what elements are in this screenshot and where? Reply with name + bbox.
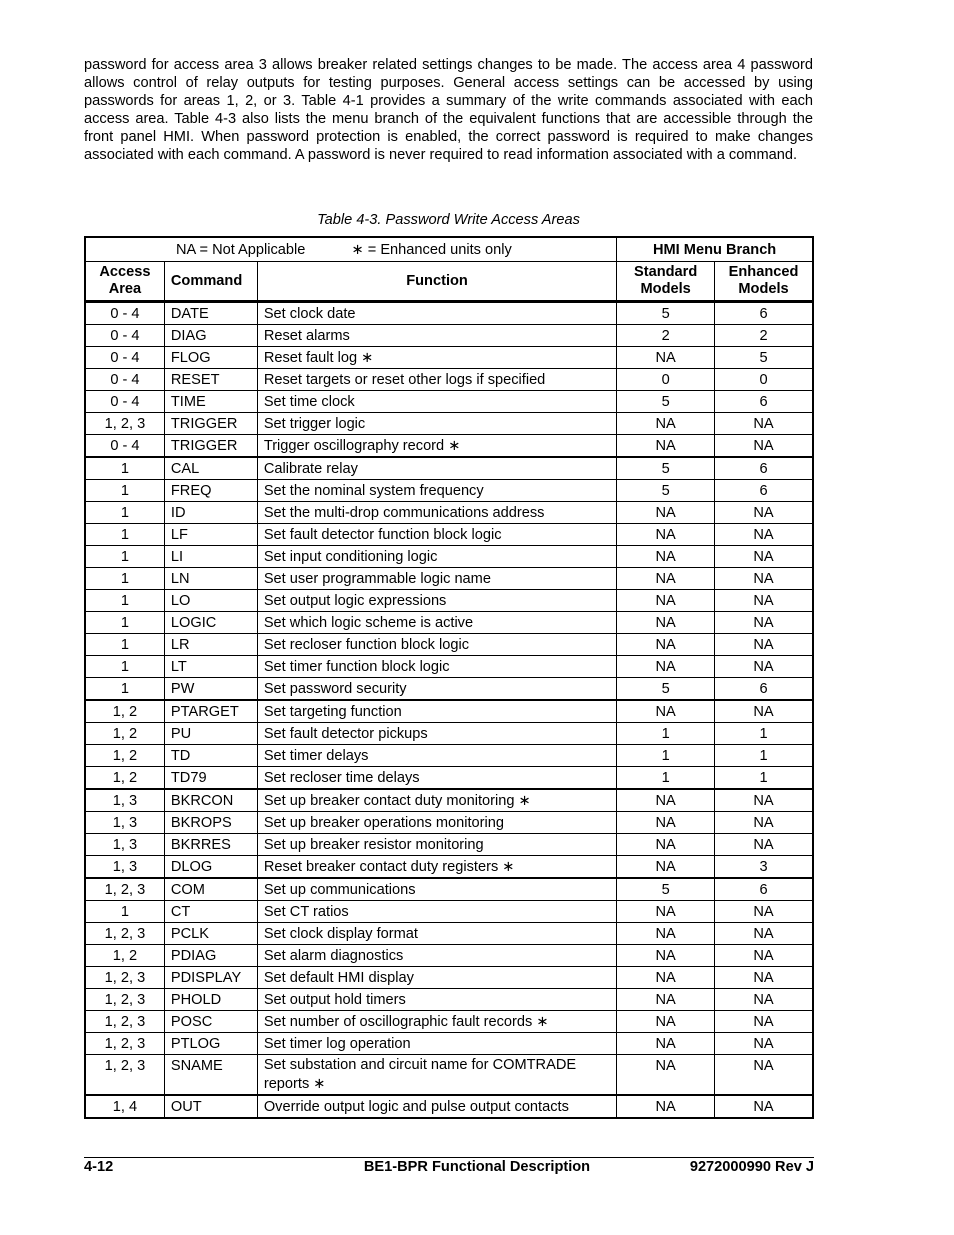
- command-cell: PTARGET: [164, 700, 257, 723]
- command-cell: PU: [164, 723, 257, 745]
- command-cell: CT: [164, 901, 257, 923]
- standard-model-cell: 5: [617, 878, 715, 901]
- standard-model-cell: NA: [617, 700, 715, 723]
- command-cell: CAL: [164, 457, 257, 480]
- function-cell: Reset breaker contact duty registers ∗: [257, 856, 616, 879]
- access-area-cell: 0 - 4: [85, 302, 164, 325]
- header-access-area-label: Access Area: [99, 264, 151, 297]
- command-cell: SNAME: [164, 1055, 257, 1096]
- header-command: [164, 262, 257, 302]
- standard-model-cell: 1: [617, 745, 715, 767]
- function-cell: Trigger oscillography record ∗: [257, 435, 616, 458]
- command-cell: LI: [164, 546, 257, 568]
- standard-model-cell: NA: [617, 590, 715, 612]
- footer-document-number: 9272000990 Rev J: [689, 1159, 814, 1175]
- enhanced-model-cell: NA: [715, 502, 813, 524]
- table-row: [85, 302, 813, 325]
- function-cell: Set fault detector pickups: [257, 723, 616, 745]
- standard-model-cell: NA: [617, 1055, 715, 1096]
- standard-model-cell: 5: [617, 391, 715, 413]
- standard-model-cell: 5: [617, 480, 715, 502]
- function-cell: Set the nominal system frequency: [257, 480, 616, 502]
- access-area-cell: 1, 2: [85, 700, 164, 723]
- standard-model-cell: NA: [617, 856, 715, 879]
- function-cell: Set timer function block logic: [257, 656, 616, 678]
- access-area-cell: 1, 2, 3: [85, 1055, 164, 1096]
- command-cell: ID: [164, 502, 257, 524]
- standard-model-cell: NA: [617, 989, 715, 1011]
- table-row: [85, 568, 813, 590]
- command-cell: TIME: [164, 391, 257, 413]
- table-row: [85, 347, 813, 369]
- function-cell: Set substation and circuit name for COMTRADE reports ∗: [257, 1055, 616, 1096]
- footer-page-number: 4-12: [84, 1159, 114, 1175]
- access-area-cell: 1, 2, 3: [85, 878, 164, 901]
- function-cell: Set input conditioning logic: [257, 546, 616, 568]
- access-area-cell: 0 - 4: [85, 347, 164, 369]
- access-area-cell: 1, 3: [85, 789, 164, 812]
- enhanced-model-cell: NA: [715, 634, 813, 656]
- table-row: [85, 1033, 813, 1055]
- command-cell: RESET: [164, 369, 257, 391]
- command-cell: TRIGGER: [164, 413, 257, 435]
- command-cell: LF: [164, 524, 257, 546]
- command-cell: COM: [164, 878, 257, 901]
- function-cell: Set the multi-drop communications address: [257, 502, 616, 524]
- command-cell: POSC: [164, 1011, 257, 1033]
- enhanced-model-cell: NA: [715, 967, 813, 989]
- standard-model-cell: 1: [617, 723, 715, 745]
- access-area-cell: 1, 3: [85, 856, 164, 879]
- header-function-label: Function: [406, 272, 468, 289]
- footer-rule: [84, 1157, 814, 1158]
- table-row: [85, 480, 813, 502]
- standard-model-cell: NA: [617, 435, 715, 458]
- access-area-cell: 1, 2: [85, 767, 164, 790]
- function-cell: Set timer log operation: [257, 1033, 616, 1055]
- standard-model-cell: 5: [617, 457, 715, 480]
- enhanced-model-cell: 2: [715, 325, 813, 347]
- access-area-cell: 1: [85, 612, 164, 634]
- access-area-cell: 1, 3: [85, 812, 164, 834]
- enhanced-model-cell: NA: [715, 568, 813, 590]
- standard-model-cell: NA: [617, 834, 715, 856]
- command-cell: PHOLD: [164, 989, 257, 1011]
- function-cell: Set trigger logic: [257, 413, 616, 435]
- table-row: [85, 1055, 813, 1096]
- enhanced-model-cell: 1: [715, 745, 813, 767]
- command-cell: FLOG: [164, 347, 257, 369]
- hmi-menu-branch-header: HMI Menu Branch: [617, 237, 813, 262]
- access-area-cell: 1: [85, 502, 164, 524]
- enhanced-model-cell: NA: [715, 789, 813, 812]
- function-cell: Set recloser function block logic: [257, 634, 616, 656]
- function-cell: Set which logic scheme is active: [257, 612, 616, 634]
- table-row: [85, 989, 813, 1011]
- function-cell: Set clock date: [257, 302, 616, 325]
- function-cell: Set time clock: [257, 391, 616, 413]
- enhanced-model-cell: NA: [715, 812, 813, 834]
- command-cell: DLOG: [164, 856, 257, 879]
- command-cell: TRIGGER: [164, 435, 257, 458]
- enhanced-model-cell: NA: [715, 656, 813, 678]
- header-command-label: Command: [170, 272, 243, 289]
- table-row: [85, 612, 813, 634]
- function-cell: Set password security: [257, 678, 616, 701]
- header-enhanced-models-label: Enhanced Models: [728, 264, 799, 297]
- command-cell: PDIAG: [164, 945, 257, 967]
- access-area-cell: 1: [85, 524, 164, 546]
- access-area-cell: 0 - 4: [85, 325, 164, 347]
- table-row: [85, 502, 813, 524]
- standard-model-cell: NA: [617, 413, 715, 435]
- command-cell: BKROPS: [164, 812, 257, 834]
- table-row: [85, 856, 813, 879]
- column-header-row: [85, 262, 813, 302]
- access-area-cell: 1, 2, 3: [85, 967, 164, 989]
- password-write-access-table: [84, 236, 814, 1119]
- access-area-cell: 1: [85, 656, 164, 678]
- function-cell: Override output logic and pulse output contacts: [257, 1095, 616, 1118]
- standard-model-cell: 2: [617, 325, 715, 347]
- table-row: [85, 524, 813, 546]
- function-cell: Set timer delays: [257, 745, 616, 767]
- table-row: [85, 413, 813, 435]
- enhanced-model-cell: NA: [715, 945, 813, 967]
- access-area-cell: 1: [85, 457, 164, 480]
- function-cell: Set user programmable logic name: [257, 568, 616, 590]
- function-cell: Set default HMI display: [257, 967, 616, 989]
- enhanced-model-cell: 3: [715, 856, 813, 879]
- command-cell: PW: [164, 678, 257, 701]
- table-row: [85, 878, 813, 901]
- table-row: [85, 723, 813, 745]
- enhanced-model-cell: NA: [715, 1033, 813, 1055]
- function-cell: Set output hold timers: [257, 989, 616, 1011]
- standard-model-cell: 5: [617, 678, 715, 701]
- enhanced-model-cell: 6: [715, 678, 813, 701]
- access-area-cell: 0 - 4: [85, 369, 164, 391]
- command-cell: PCLK: [164, 923, 257, 945]
- access-area-cell: 1, 2: [85, 745, 164, 767]
- standard-model-cell: NA: [617, 612, 715, 634]
- header-standard-models-label: Standard Models: [634, 264, 698, 297]
- standard-model-cell: NA: [617, 789, 715, 812]
- standard-model-cell: NA: [617, 546, 715, 568]
- access-area-cell: 1, 2, 3: [85, 923, 164, 945]
- function-cell: Set targeting function: [257, 700, 616, 723]
- table-body: [85, 302, 813, 1119]
- access-area-cell: 1: [85, 678, 164, 701]
- table-row: [85, 923, 813, 945]
- function-cell: Set output logic expressions: [257, 590, 616, 612]
- enhanced-model-cell: NA: [715, 901, 813, 923]
- command-cell: BKRCON: [164, 789, 257, 812]
- intro-paragraph: password for access area 3 allows breaker related settings changes to be made. The access area 4 password allows control of relay outputs for testing purposes. General access settings can be accessed by using passwords for areas 1, 2, or 3. Table 4-1 provides a summary of the write commands associated with each access area. Table 4-3 also lists the menu branch of the equivalent functions that are accessible through the front panel HMI. When password protection is enabled, the correct password is required to make changes associated with each command. A password is never required to read information associated with a command.: [84, 57, 813, 163]
- enhanced-model-cell: NA: [715, 700, 813, 723]
- command-cell: TD: [164, 745, 257, 767]
- access-area-cell: 0 - 4: [85, 435, 164, 458]
- table-row: [85, 967, 813, 989]
- access-area-cell: 1, 2, 3: [85, 1011, 164, 1033]
- enhanced-model-cell: NA: [715, 1095, 813, 1118]
- enhanced-model-cell: 6: [715, 302, 813, 325]
- command-cell: PDISPLAY: [164, 967, 257, 989]
- standard-model-cell: NA: [617, 656, 715, 678]
- legend-enhanced-only: ∗ = Enhanced units only: [351, 242, 512, 258]
- standard-model-cell: NA: [617, 634, 715, 656]
- standard-model-cell: NA: [617, 1011, 715, 1033]
- access-area-cell: 1, 3: [85, 834, 164, 856]
- table-row: [85, 745, 813, 767]
- standard-model-cell: 1: [617, 767, 715, 790]
- access-area-cell: 1, 4: [85, 1095, 164, 1118]
- table-caption: Table 4-3. Password Write Access Areas: [317, 212, 580, 228]
- table-row: [85, 435, 813, 458]
- table-row: [85, 634, 813, 656]
- enhanced-model-cell: NA: [715, 989, 813, 1011]
- enhanced-model-cell: NA: [715, 435, 813, 458]
- standard-model-cell: NA: [617, 812, 715, 834]
- enhanced-model-cell: NA: [715, 524, 813, 546]
- command-cell: DIAG: [164, 325, 257, 347]
- table-row: [85, 901, 813, 923]
- table-row: [85, 700, 813, 723]
- table-row: [85, 325, 813, 347]
- access-area-cell: 1: [85, 634, 164, 656]
- function-cell: Set up communications: [257, 878, 616, 901]
- standard-model-cell: NA: [617, 1033, 715, 1055]
- enhanced-model-cell: 1: [715, 723, 813, 745]
- legend-cell: [85, 237, 617, 262]
- function-cell: Reset targets or reset other logs if specified: [257, 369, 616, 391]
- enhanced-model-cell: NA: [715, 923, 813, 945]
- enhanced-model-cell: 6: [715, 878, 813, 901]
- function-cell: Calibrate relay: [257, 457, 616, 480]
- access-area-cell: 1: [85, 568, 164, 590]
- standard-model-cell: NA: [617, 568, 715, 590]
- command-cell: DATE: [164, 302, 257, 325]
- access-area-cell: 1: [85, 480, 164, 502]
- table-row: [85, 457, 813, 480]
- command-cell: LT: [164, 656, 257, 678]
- function-cell: Set recloser time delays: [257, 767, 616, 790]
- table-row: [85, 1095, 813, 1118]
- access-area-cell: 1: [85, 546, 164, 568]
- function-cell: Set alarm diagnostics: [257, 945, 616, 967]
- function-cell: Set clock display format: [257, 923, 616, 945]
- table-row: [85, 590, 813, 612]
- standard-model-cell: NA: [617, 502, 715, 524]
- access-area-cell: 0 - 4: [85, 391, 164, 413]
- enhanced-model-cell: NA: [715, 546, 813, 568]
- standard-model-cell: NA: [617, 1095, 715, 1118]
- legend-row: [85, 237, 813, 262]
- header-function: [257, 262, 616, 302]
- enhanced-model-cell: 1: [715, 767, 813, 790]
- table-row: [85, 546, 813, 568]
- access-area-cell: 1, 2, 3: [85, 1033, 164, 1055]
- table-row: [85, 789, 813, 812]
- standard-model-cell: 5: [617, 302, 715, 325]
- table-row: [85, 369, 813, 391]
- table-row: [85, 1011, 813, 1033]
- standard-model-cell: NA: [617, 967, 715, 989]
- enhanced-model-cell: 6: [715, 480, 813, 502]
- enhanced-model-cell: 6: [715, 391, 813, 413]
- command-cell: TD79: [164, 767, 257, 790]
- command-cell: LOGIC: [164, 612, 257, 634]
- function-cell: Set up breaker resistor monitoring: [257, 834, 616, 856]
- enhanced-model-cell: NA: [715, 1011, 813, 1033]
- enhanced-model-cell: NA: [715, 413, 813, 435]
- access-area-cell: 1, 2: [85, 723, 164, 745]
- table-row: [85, 945, 813, 967]
- standard-model-cell: 0: [617, 369, 715, 391]
- access-area-cell: 1, 2, 3: [85, 989, 164, 1011]
- legend-not-applicable: NA = Not Applicable: [176, 242, 306, 258]
- command-cell: BKRRES: [164, 834, 257, 856]
- function-cell: Set fault detector function block logic: [257, 524, 616, 546]
- access-area-cell: 1: [85, 901, 164, 923]
- standard-model-cell: NA: [617, 923, 715, 945]
- header-standard-models: [617, 262, 715, 302]
- command-cell: FREQ: [164, 480, 257, 502]
- command-cell: LN: [164, 568, 257, 590]
- footer-document-title: BE1-BPR Functional Description: [363, 1159, 591, 1175]
- enhanced-model-cell: NA: [715, 1055, 813, 1096]
- function-cell: Set up breaker operations monitoring: [257, 812, 616, 834]
- function-cell: Set CT ratios: [257, 901, 616, 923]
- table-row: [85, 391, 813, 413]
- function-cell: Set up breaker contact duty monitoring ∗: [257, 789, 616, 812]
- standard-model-cell: NA: [617, 524, 715, 546]
- command-cell: OUT: [164, 1095, 257, 1118]
- enhanced-model-cell: NA: [715, 612, 813, 634]
- table-row: [85, 678, 813, 701]
- command-cell: LO: [164, 590, 257, 612]
- standard-model-cell: NA: [617, 347, 715, 369]
- access-area-cell: 1, 2: [85, 945, 164, 967]
- enhanced-model-cell: NA: [715, 834, 813, 856]
- function-cell: Reset fault log ∗: [257, 347, 616, 369]
- header-enhanced-models: [715, 262, 813, 302]
- table-row: [85, 834, 813, 856]
- table-row: [85, 812, 813, 834]
- enhanced-model-cell: 6: [715, 457, 813, 480]
- access-area-cell: 1: [85, 590, 164, 612]
- standard-model-cell: NA: [617, 901, 715, 923]
- table-row: [85, 656, 813, 678]
- enhanced-model-cell: NA: [715, 590, 813, 612]
- function-cell: Reset alarms: [257, 325, 616, 347]
- command-cell: LR: [164, 634, 257, 656]
- standard-model-cell: NA: [617, 945, 715, 967]
- access-area-cell: 1, 2, 3: [85, 413, 164, 435]
- header-access-area: [85, 262, 164, 302]
- enhanced-model-cell: 5: [715, 347, 813, 369]
- table-row: [85, 767, 813, 790]
- function-cell: Set number of oscillographic fault records ∗: [257, 1011, 616, 1033]
- enhanced-model-cell: 0: [715, 369, 813, 391]
- command-cell: PTLOG: [164, 1033, 257, 1055]
